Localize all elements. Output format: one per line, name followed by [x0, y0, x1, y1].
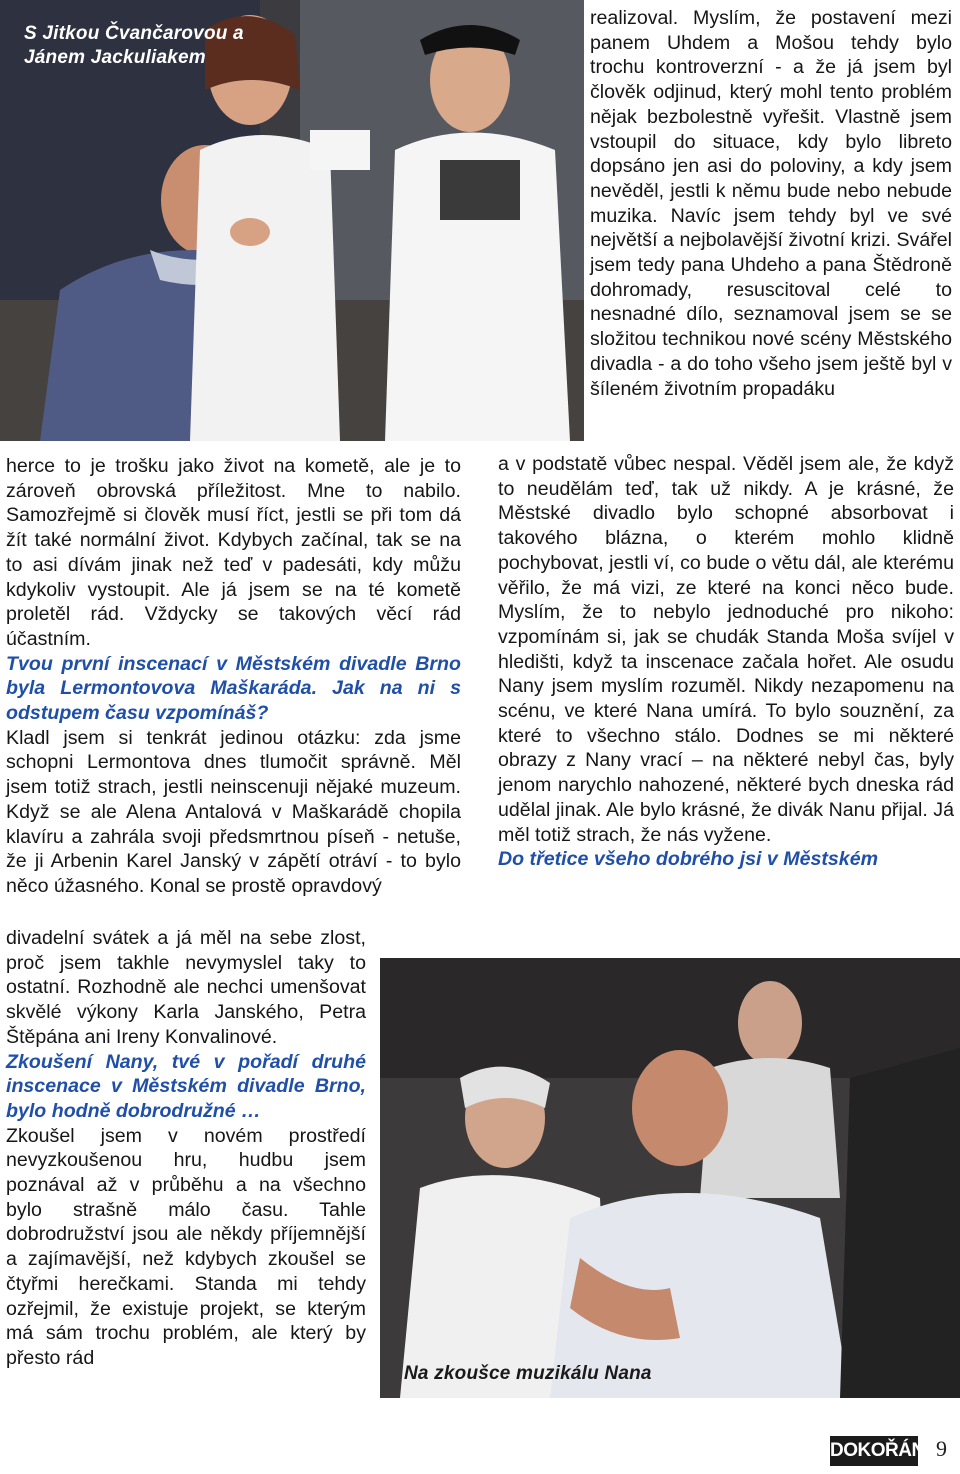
interview-answer: Zkoušel jsem v novém prostředí nevyzkoušenou hru, hudbu jsem poznával až v průběhu a na všechno bylo strašně málo času. Tahle dobrodružství jsou ale někdy příjemnější a zajímavější, než kdybych zkoušel se čtyřmi herečkami. Standa mi tehdy ozřejmil, že existuje projekt, se kterým má sám trochu problém, ale který by přesto rád	[6, 1124, 366, 1369]
article-paragraph: herce to je trošku jako život na kometě, ale je to zároveň obrovská příležitost. Mne to nabilo. Samozřejmě si člověk musí říct, jestli se při tom dá žít také normální život. Kdybych začínal, tak se na to asi dívám jinak než teď v padesáti, kdy můžu kdykoliv vystoupit. Ale já jsem se na té kometě proletěl rád. Vždycky se takových věcí rád účastním.	[6, 455, 461, 650]
article-column-left	[6, 454, 461, 899]
interview-answer: divadelní svátek a já měl na sebe zlost, proč jsem takhle nevymyslel taky to ostatní. Rozhodně ale nechci umenšovat skvělé výkony Karla Janského, Petra Štěpána ani Ireny Konvalinové.	[6, 927, 366, 1048]
page-number: 9	[936, 1436, 947, 1461]
interview-question: Do třetice všeho dobrého jsi v Městském	[498, 848, 879, 871]
magazine-logo: DOKOŘÁN	[830, 1436, 918, 1466]
article-column-right	[498, 452, 954, 872]
top-photo-caption: S Jitkou Čvančarovou a Jánem Jackuliakem	[24, 23, 244, 68]
article-column-left-narrow	[6, 926, 366, 1371]
article-column-right-top	[590, 6, 952, 401]
bottom-photo-caption: Na zkoušce muzikálu Nana	[404, 1363, 652, 1384]
interview-answer: Kladl jsem si tenkrát jedinou otázku: zda jsme schopni Lermontova dnes tlumočit správně. Měl jsem totiž strach, jestli neinscenuji nějaké muzeum. Když se ale Alena Antalová v Maškarádě chopila klavíru a zahrála svoji předsmrtnou píseň - netuše, že ji Arbenin Karel Janský v zápětí otráví - to bylo něco úžasného. Konal se prostě opravdový	[6, 726, 461, 897]
interview-question: Zkoušení Nany, tvé v pořadí druhé inscenace v Městském divadle Brno, bylo hodně dobrodružné …	[6, 1050, 366, 1122]
nana-rehearsal-photo-image	[380, 958, 960, 1398]
article-paragraph: realizoval. Myslím, že postavení mezi panem Uhdem a Mošou tehdy bylo trochu kontroverzní - a že já jsem byl člověk odjinud, který mohl tento problém nějak bezbolestně vyřešit. Vlastně jsem vstoupil do situace, kdy bylo libreto dopsáno jen asi do poloviny, a kdy jsem nevěděl, jestli k němu bude nebo nebude muzika. Navíc jsem tehdy byl ve své největší a nejbolavější životní krizi. Svářel jsem tedy pana Uhdeho a pana Štědroně dohromady, resuscitoval celé to nesnadné dílo, seznamoval jsem se se složitou technikou nové scény Městského divadla - a do toho všeho jsem ještě byl v šíleném životním propadáku	[590, 7, 952, 400]
bottom-photo	[380, 958, 960, 1398]
top-photo	[0, 0, 584, 441]
article-paragraph: a v podstatě vůbec nespal. Věděl jsem ale, že když to neudělám teď, tak už nikdy. A je krásné, že Městské divadlo bylo schopné absorbovat i takového blázna, o kterém mohlo klidně pochybovat, jestli ví, co bude o větu dál, ale kterému věřilo, že má vizi, ze které na konci něco bude. Myslím, že to nebylo jednoduché pro nikoho: vzpomínám si, jak se chudák Standa Moša svíjel v hledišti, když ta inscenace začala hořet. Ale osudu Nany jsem myslím rozuměl. Nikdy nezapomenu na scénu, ve které Nana umírá. To bylo souznění, za které to všechno stálo. Dodnes se mi některé obrazy z Nany vrací – na některé nebyl čas, byly jenom narychlo nahozené, některé bych dneska rád udělal jinak. Ale bylo krásné, že divák Nanu přijal. Já měl totiž strach, že nás vyžene.	[498, 453, 954, 846]
interview-question: Tvou první inscenací v Městském divadle Brno byla Lermontovova Maškaráda. Jak na ni s odstupem času vzpomínáš?	[6, 652, 461, 725]
